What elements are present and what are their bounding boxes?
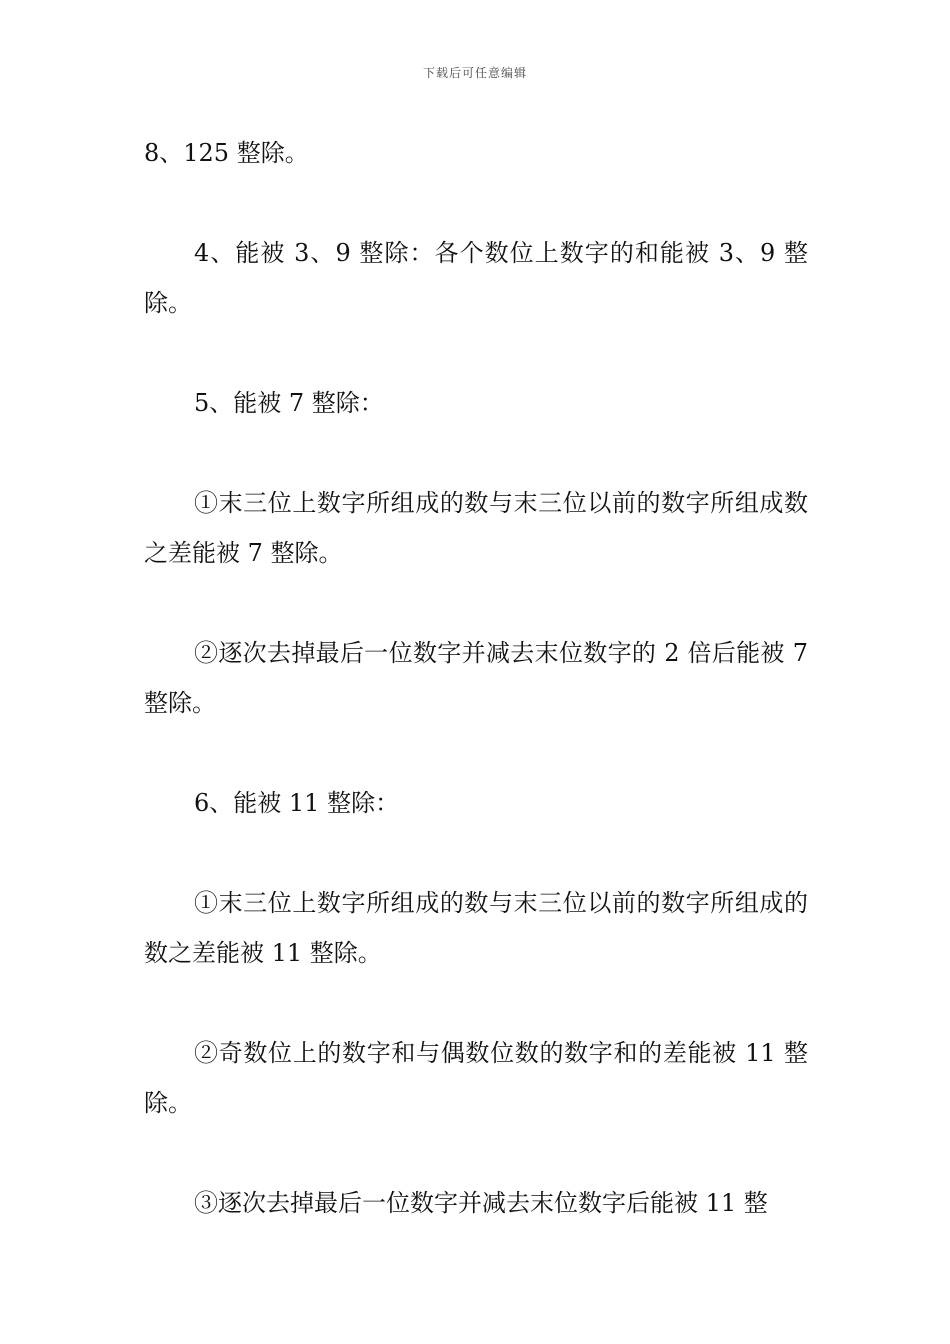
- paragraph-9: ③逐次去掉最后一位数字并减去末位数字后能被 11 整: [194, 1189, 768, 1217]
- paragraph-2: 4、能被 3、9 整除：各个数位上数字的和能被 3、9 整除。: [144, 239, 808, 317]
- paragraph-1: 8、125 整除。: [144, 139, 309, 167]
- paragraph-5: ②逐次去掉最后一位数字并减去末位数字的 2 倍后能被 7 整除。: [144, 639, 808, 717]
- paragraph-6: 6、能被 11 整除：: [194, 789, 400, 817]
- paragraph-7: ①末三位上数字所组成的数与末三位以前的数字所组成的数之差能被 11 整除。: [144, 889, 808, 967]
- paragraph-8: ②奇数位上的数字和与偶数位数的数字和的差能被 11 整除。: [144, 1039, 808, 1117]
- paragraph-3: 5、能被 7 整除：: [194, 389, 384, 417]
- paragraph-4: ①末三位上数字所组成的数与末三位以前的数字所组成数之差能被 7 整除。: [144, 489, 808, 567]
- document-body: [144, 128, 808, 1278]
- page-header: 下载后可任意编辑: [422, 66, 527, 80]
